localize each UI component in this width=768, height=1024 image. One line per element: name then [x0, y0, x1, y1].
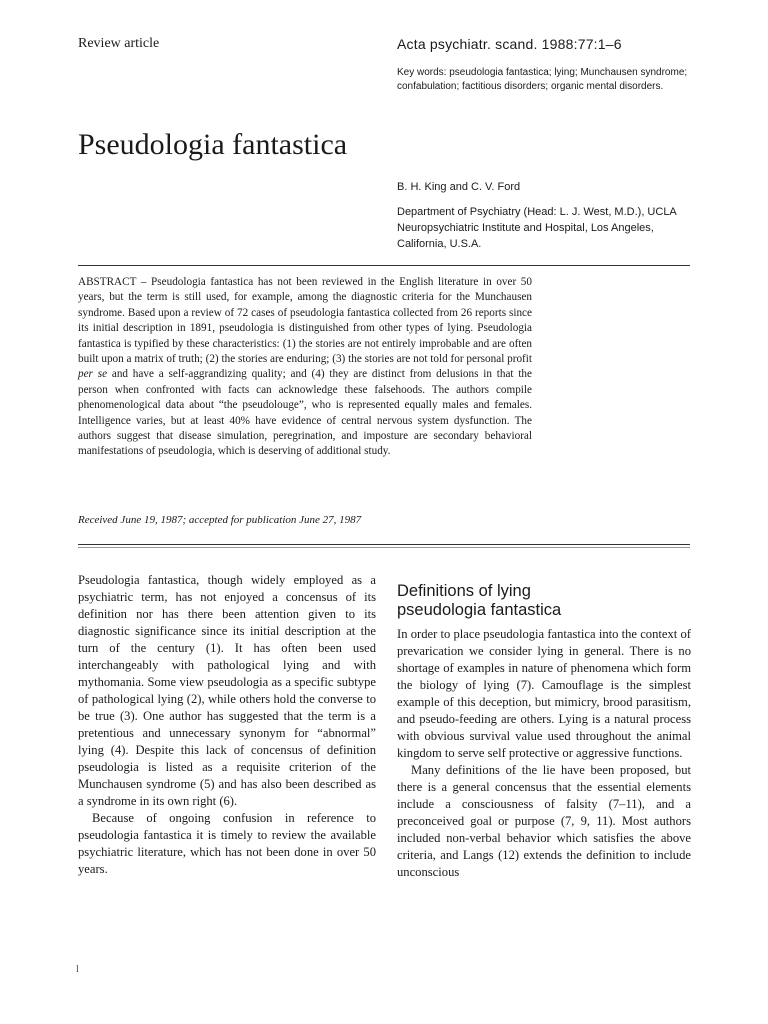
abstract-text-1: ABSTRACT – Pseudologia fantastica has not been reviewed in the English literature in over 50 years, but the term is still used, for example, among the diagnostic criteria for the Munchausen syndrome. Based upon a review of 72 cases of pseudologia fantastica collected from 26 reports since its initial description in 1891, pseudologia is distinguished from other types of lying. Pseudologia fantastica is typified by these characteristics: (1) the stories are not entirely improbable and are often built upon a matrix of truth; (2) the stories are enduring; (3) the stories are not told for personal profit	[78, 276, 532, 366]
body-left-column	[78, 572, 376, 878]
section-heading	[397, 582, 691, 620]
authors: B. H. King and C. V. Ford	[397, 181, 521, 193]
body-paragraph: Because of ongoing confusion in reference to pseudologia fantastica it is timely to review the available psychiatric literature, which has not been done in over 50 years.	[78, 811, 376, 876]
journal-citation: Acta psychiatr. scand. 1988:77:1–6	[397, 36, 622, 52]
body-paragraph: In order to place pseudologia fantastica into the context of prevarication we consider lying in general. There is no shortage of examples in nature of phenomena which form the biology of lying (7). Camouflage is the simplest example of this deception, but mimicry, brood parasitism, and pseudo-feeding are others. Lying is a natural process with obvious survival value used throughout the animal kingdom to serve self protective or aggressive functions.	[397, 627, 691, 760]
keywords: Key words: pseudologia fantastica; lying; Munchausen syndrome; confabulation; factitious disorders; organic mental disorders.	[397, 67, 688, 92]
body-paragraph: Pseudologia fantastica, though widely employed as a psychiatric term, has not enjoyed a concensus of its definition nor has there been attention given to its diagnostic significance since its initial description at the turn of the century (1). It has often been used interchangeably with pathological lying and with mythomania. Some view pseudologia as a specific subtype of pathological lying (2), while others hold the converse to be true (3). One author has suggested that the term is a pretentious and unnecessary synonym for “abnormal” lying (4). Despite this lack of concensus of definition pseudologia is listed as a requisite criterion of the Munchausen syndrome (5) and has also been described as a syndrome in its own right (6).	[78, 573, 376, 808]
section-heading-line: Definitions of lying	[397, 582, 531, 600]
divider-top	[78, 265, 690, 266]
article-type-label: Review article	[78, 36, 160, 51]
abstract-text-2: and have a self-aggrandizing quality; and (4) they are distinct from delusions in that the person when confronted with facts can acknowledge these falsehoods. The authors compile phenomenological data about “the pseudolouge”, who is represented equally males and females. Intelligence varies, but at least 40% have evidence of central nervous system dysfunction. The authors suggest that disease simulation, peregrination, and imposture are secondary behavioral manifestations of pseudologia, which is deserving of additional study.	[78, 368, 532, 458]
body-right-column	[397, 582, 691, 881]
divider-bottom	[78, 544, 690, 545]
article-title: Pseudologia fantastica	[78, 128, 348, 161]
body-paragraph: Many definitions of the lie have been proposed, but there is a general concensus that the essential elements include a consciousness of falsity (7–11), and a preconceived goal or purpose (7, 9, 11). Most authors included non-verbal behavior which satisfies the above criteria, and Langs (12) extends the definition to include unconscious	[397, 763, 691, 879]
abstract	[78, 275, 532, 460]
abstract-italic: per se	[78, 368, 108, 381]
page-mark: l	[76, 964, 79, 975]
affiliation: Department of Psychiatry (Head: L. J. West, M.D.), UCLA Neuropsychiatric Institute and Hospital, Los Angeles, California, U.S.A.	[397, 206, 677, 250]
received-dates: Received June 19, 1987; accepted for publication June 27, 1987	[78, 514, 362, 526]
section-heading-line: pseudologia fantastica	[397, 601, 562, 619]
divider-bottom-secondary	[78, 547, 690, 548]
